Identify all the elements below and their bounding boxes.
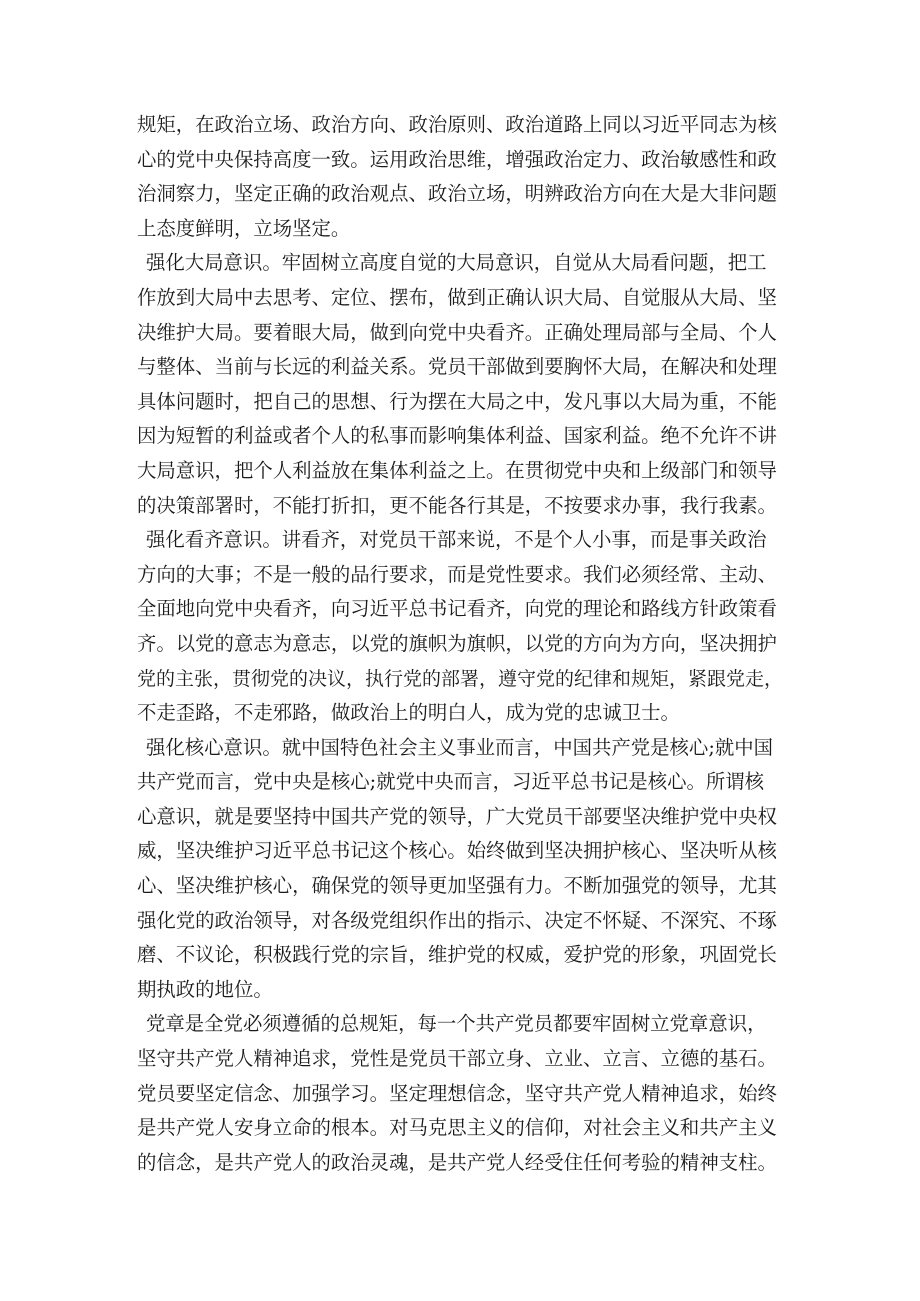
text-line: 因为短暂的利益或者个人的私事而影响集体利益、国家利益。绝不允许不讲 (137, 424, 777, 448)
text-line: 期执政的地位。 (137, 977, 273, 1001)
text-line: 方向的大事；不是一般的品行要求，而是党性要求。我们必须经常、主动、 (137, 562, 777, 586)
text-line: 心、坚决维护核心，确保党的领导更加坚强有力。不断加强党的领导，尤其 (137, 874, 777, 898)
text-line: 的决策部署时，不能打折扣，更不能各行其是，不按要求办事，我行我素。 (137, 493, 777, 517)
text-line: 治洞察力，坚定正确的政治观点、政治立场，明辨政治方向在大是大非问题 (137, 182, 777, 206)
text-line: 心的党中央保持高度一致。运用政治思维，增强政治定力、政治敏感性和政 (137, 147, 777, 171)
text-line: 党章是全党必须遵循的总规矩，每一个共产党员都要牢固树立党章意识， (146, 1012, 767, 1036)
text-line: 与整体、当前与长远的利益关系。党员干部做到要胸怀大局，在解决和处理 (137, 355, 777, 379)
text-line: 不走歪路，不走邪路，做政治上的明白人，成为党的忠诚卫士。 (137, 701, 680, 725)
text-line: 上态度鲜明，立场坚定。 (137, 216, 351, 240)
text-line: 全面地向党中央看齐，向习近平总书记看齐，向党的理论和路线方针政策看 (137, 597, 777, 621)
text-line: 的信念，是共产党人的政治灵魂，是共产党人经受住任何考验的精神支柱。 (137, 1150, 777, 1174)
text-line: 党员要坚定信念、加强学习。坚定理想信念，坚守共产党人精神追求，始终 (137, 1081, 777, 1105)
text-line: 强化看齐意识。讲看齐，对党员干部来说，不是个人小事，而是事关政治 (146, 528, 767, 552)
text-line: 大局意识，把个人利益放在集体利益之上。在贯彻党中央和上级部门和领导 (137, 458, 777, 482)
text-line: 磨、不议论，积极践行党的宗旨，维护党的权威，爱护党的形象，巩固党长 (137, 943, 777, 967)
text-line: 强化党的政治领导，对各级党组织作出的指示、决定不怀疑、不深究、不琢 (137, 908, 777, 932)
text-line: 齐。以党的意志为意志，以党的旗帜为旗帜，以党的方向为方向，坚决拥护 (137, 631, 777, 655)
text-line: 具体问题时，把自己的思想、行为摆在大局之中，发凡事以大局为重，不能 (137, 389, 777, 413)
text-line: 强化大局意识。牢固树立高度自觉的大局意识，自觉从大局看问题，把工 (146, 251, 767, 275)
text-line: 决维护大局。要着眼大局，做到向党中央看齐。正确处理局部与全局、个人 (137, 320, 777, 344)
text-line: 强化核心意识。就中国特色社会主义事业而言，中国共产党是核心;就中国 (146, 735, 774, 759)
text-line: 党的主张，贯彻党的决议，执行党的部署，遵守党的纪律和规矩，紧跟党走， (137, 667, 784, 690)
document-body (137, 108, 787, 1180)
text-line: 规矩，在政治立场、政治方向、政治原则、政治道路上同以习近平同志为核 (137, 113, 777, 136)
text-line: 威，坚决维护习近平总书记这个核心。始终做到坚决拥护核心、坚决听从核 (137, 839, 777, 863)
text-line: 是共产党人安身立命的根本。对马克思主义的信仰，对社会主义和共产主义 (137, 1116, 777, 1140)
text-line: 共产党而言，党中央是核心;就党中央而言，习近平总书记是核心。所谓核 (137, 770, 765, 794)
text-line: 坚守共产党人精神追求，党性是党员干部立身、立业、立言、立德的基石。 (137, 1047, 777, 1071)
text-line: 作放到大局中去思考、定位、摆布，做到正确认识大局、自觉服从大局、坚 (137, 285, 777, 309)
text-line: 心意识，就是要坚持中国共产党的领导，广大党员干部要坚决维护党中央权 (137, 804, 777, 828)
